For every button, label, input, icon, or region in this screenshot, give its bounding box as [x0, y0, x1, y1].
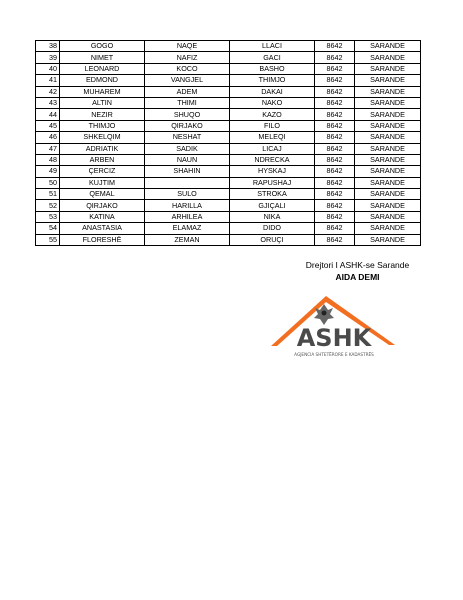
- row-number-cell: 41: [36, 75, 60, 86]
- last-name-cell: FILO: [230, 120, 315, 131]
- last-name-cell: BASHO: [230, 63, 315, 74]
- table-row: [36, 211, 421, 222]
- row-number-cell: 39: [36, 52, 60, 63]
- last-name-cell: GJIÇALI: [230, 200, 315, 211]
- row-number-cell: 42: [36, 86, 60, 97]
- city-cell: SARANDE: [355, 143, 421, 154]
- city-cell: SARANDE: [355, 177, 421, 188]
- first-name-cell: ADRIATIK: [60, 143, 145, 154]
- table-row: [36, 41, 421, 52]
- last-name-cell: THIMJO: [230, 75, 315, 86]
- city-cell: SARANDE: [355, 41, 421, 52]
- code-cell: 8642: [315, 223, 355, 234]
- city-cell: SARANDE: [355, 120, 421, 131]
- last-name-cell: RAPUSHAJ: [230, 177, 315, 188]
- row-number-cell: 40: [36, 63, 60, 74]
- table-row: [36, 234, 421, 245]
- table-row: [36, 132, 421, 143]
- code-cell: 8642: [315, 86, 355, 97]
- ashk-logo: [268, 288, 398, 368]
- city-cell: SARANDE: [355, 75, 421, 86]
- code-cell: 8642: [315, 154, 355, 165]
- table-row: [36, 200, 421, 211]
- row-number-cell: 43: [36, 97, 60, 108]
- code-cell: 8642: [315, 63, 355, 74]
- last-name-cell: NDRECKA: [230, 154, 315, 165]
- last-name-cell: KAZO: [230, 109, 315, 120]
- table-row: [36, 154, 421, 165]
- table-row: [36, 189, 421, 200]
- last-name-cell: STROKA: [230, 189, 315, 200]
- last-name-cell: DIDO: [230, 223, 315, 234]
- code-cell: 8642: [315, 189, 355, 200]
- last-name-cell: MELEQI: [230, 132, 315, 143]
- table-row: [36, 143, 421, 154]
- code-cell: 8642: [315, 200, 355, 211]
- first-name-cell: NIMET: [60, 52, 145, 63]
- table-row: [36, 63, 421, 74]
- last-name-cell: ORUÇI: [230, 234, 315, 245]
- row-number-cell: 52: [36, 200, 60, 211]
- city-cell: SARANDE: [355, 154, 421, 165]
- first-name-cell: KUJTIM: [60, 177, 145, 188]
- first-name-cell: EDMOND: [60, 75, 145, 86]
- city-cell: SARANDE: [355, 234, 421, 245]
- father-name-cell: [145, 177, 230, 188]
- first-name-cell: NEZIR: [60, 109, 145, 120]
- table-row: [36, 120, 421, 131]
- father-name-cell: SHUQO: [145, 109, 230, 120]
- records-table-body: [36, 41, 421, 246]
- city-cell: SARANDE: [355, 132, 421, 143]
- code-cell: 8642: [315, 166, 355, 177]
- code-cell: 8642: [315, 120, 355, 131]
- row-number-cell: 48: [36, 154, 60, 165]
- last-name-cell: HYSKAJ: [230, 166, 315, 177]
- row-number-cell: 53: [36, 211, 60, 222]
- father-name-cell: QIRJAKO: [145, 120, 230, 131]
- father-name-cell: KOCO: [145, 63, 230, 74]
- first-name-cell: ÇERCIZ: [60, 166, 145, 177]
- first-name-cell: GOGO: [60, 41, 145, 52]
- city-cell: SARANDE: [355, 97, 421, 108]
- father-name-cell: SULO: [145, 189, 230, 200]
- father-name-cell: NAUN: [145, 154, 230, 165]
- first-name-cell: ALTIN: [60, 97, 145, 108]
- last-name-cell: DAKAI: [230, 86, 315, 97]
- father-name-cell: HARILLA: [145, 200, 230, 211]
- city-cell: SARANDE: [355, 211, 421, 222]
- first-name-cell: ANASTASIA: [60, 223, 145, 234]
- table-row: [36, 52, 421, 63]
- first-name-cell: MUHAREM: [60, 86, 145, 97]
- first-name-cell: QIRJAKO: [60, 200, 145, 211]
- first-name-cell: KATINA: [60, 211, 145, 222]
- first-name-cell: ARBEN: [60, 154, 145, 165]
- father-name-cell: ELAMAZ: [145, 223, 230, 234]
- father-name-cell: NESHAT: [145, 132, 230, 143]
- row-number-cell: 54: [36, 223, 60, 234]
- code-cell: 8642: [315, 41, 355, 52]
- code-cell: 8642: [315, 75, 355, 86]
- first-name-cell: LEONARD: [60, 63, 145, 74]
- city-cell: SARANDE: [355, 189, 421, 200]
- city-cell: SARANDE: [355, 63, 421, 74]
- last-name-cell: LICAJ: [230, 143, 315, 154]
- table-row: [36, 166, 421, 177]
- father-name-cell: NAQE: [145, 41, 230, 52]
- code-cell: 8642: [315, 211, 355, 222]
- first-name-cell: FLORESHË: [60, 234, 145, 245]
- last-name-cell: LLACI: [230, 41, 315, 52]
- code-cell: 8642: [315, 97, 355, 108]
- table-row: [36, 86, 421, 97]
- father-name-cell: NAFIZ: [145, 52, 230, 63]
- code-cell: 8642: [315, 109, 355, 120]
- code-cell: 8642: [315, 234, 355, 245]
- city-cell: SARANDE: [355, 200, 421, 211]
- first-name-cell: SHKELQIM: [60, 132, 145, 143]
- row-number-cell: 47: [36, 143, 60, 154]
- code-cell: 8642: [315, 52, 355, 63]
- father-name-cell: THIMI: [145, 97, 230, 108]
- father-name-cell: ARHILEA: [145, 211, 230, 222]
- father-name-cell: VANGJEL: [145, 75, 230, 86]
- code-cell: 8642: [315, 132, 355, 143]
- last-name-cell: GACI: [230, 52, 315, 63]
- row-number-cell: 46: [36, 132, 60, 143]
- city-cell: SARANDE: [355, 86, 421, 97]
- table-row: [36, 75, 421, 86]
- last-name-cell: NAKO: [230, 97, 315, 108]
- row-number-cell: 44: [36, 109, 60, 120]
- row-number-cell: 51: [36, 189, 60, 200]
- first-name-cell: THIMJO: [60, 120, 145, 131]
- row-number-cell: 49: [36, 166, 60, 177]
- row-number-cell: 45: [36, 120, 60, 131]
- signature-name: AIDA DEMI: [335, 272, 380, 282]
- table-row: [36, 223, 421, 234]
- table-row: [36, 109, 421, 120]
- father-name-cell: SADIK: [145, 143, 230, 154]
- city-cell: SARANDE: [355, 109, 421, 120]
- city-cell: SARANDE: [355, 166, 421, 177]
- records-table: [35, 40, 421, 246]
- logo-subtitle: AGJENCIA SHTETËRORE E KADASTRËS: [294, 352, 374, 357]
- father-name-cell: ADEM: [145, 86, 230, 97]
- code-cell: 8642: [315, 143, 355, 154]
- father-name-cell: ZEMAN: [145, 234, 230, 245]
- table-row: [36, 97, 421, 108]
- first-name-cell: QEMAL: [60, 189, 145, 200]
- city-cell: SARANDE: [355, 52, 421, 63]
- father-name-cell: SHAHIN: [145, 166, 230, 177]
- code-cell: 8642: [315, 177, 355, 188]
- row-number-cell: 55: [36, 234, 60, 245]
- signature-title: Drejtori I ASHK-se Sarande: [305, 260, 410, 270]
- table-row: [36, 177, 421, 188]
- city-cell: SARANDE: [355, 223, 421, 234]
- logo-wordmark: ASHK: [296, 324, 372, 352]
- row-number-cell: 38: [36, 41, 60, 52]
- row-number-cell: 50: [36, 177, 60, 188]
- last-name-cell: NIKA: [230, 211, 315, 222]
